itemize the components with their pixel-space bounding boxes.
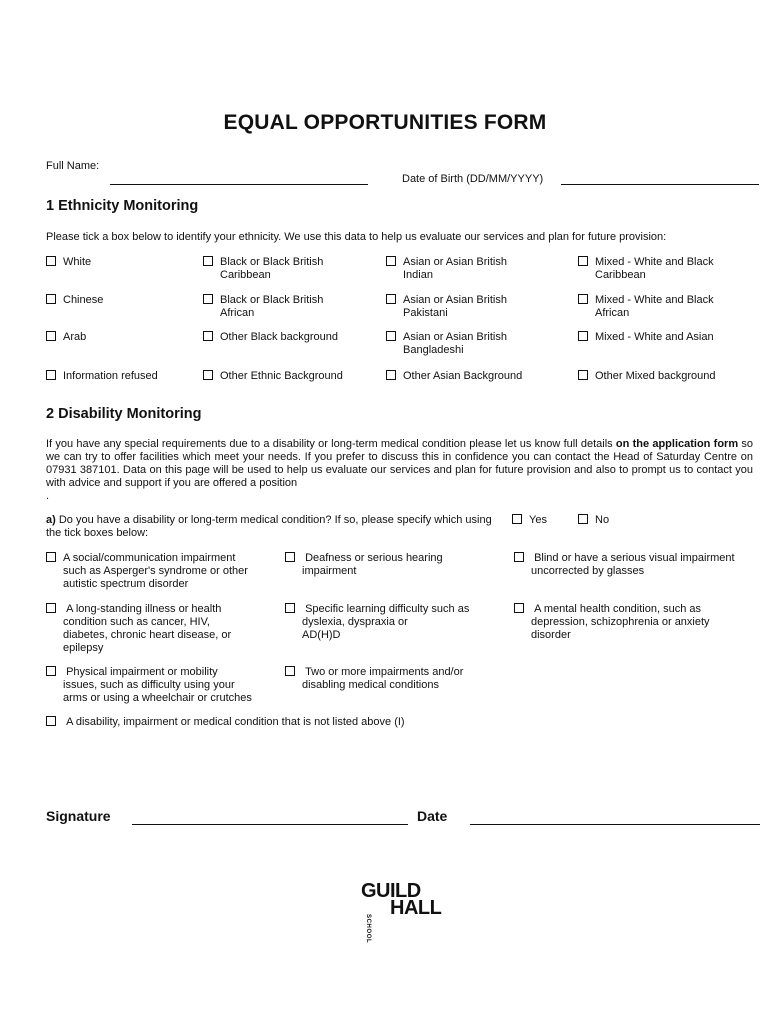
ethnicity-option[interactable]	[203, 256, 323, 282]
checkbox[interactable]	[578, 256, 588, 266]
disability-option[interactable]	[285, 603, 469, 642]
ethnicity-option[interactable]	[386, 294, 507, 320]
disability-option[interactable]	[514, 603, 710, 642]
disability-option-label: A long-standing illness or health condition such as cancer, HIV, diabetes, chronic heart disease, or epilepsy	[63, 603, 232, 654]
dob-label: Date of Birth (DD/MM/YYYY)	[402, 173, 544, 185]
checkbox[interactable]	[514, 603, 524, 613]
ethnicity-option-label: Mixed - White and Asian	[595, 331, 714, 343]
checkbox[interactable]	[285, 552, 295, 562]
disability-heading: 2 Disability Monitoring	[46, 406, 202, 422]
guildhall-school-logo	[361, 880, 461, 950]
no-option[interactable]	[578, 514, 609, 527]
yes-option[interactable]	[512, 514, 547, 527]
disability-option-label: Specific learning difficulty such as dyslexia, dyspraxia or AD(H)D	[302, 603, 470, 641]
disability-option[interactable]	[285, 552, 443, 578]
full-name-label: Full Name:	[46, 160, 100, 172]
ethnicity-option-label: Mixed - White and Black African	[595, 294, 714, 319]
checkbox[interactable]	[578, 331, 588, 341]
ethnicity-option[interactable]	[578, 370, 715, 383]
checkbox[interactable]	[46, 552, 56, 562]
checkbox[interactable]	[578, 514, 588, 524]
full-name-field[interactable]	[110, 184, 368, 185]
checkbox[interactable]	[386, 331, 396, 341]
disability-option[interactable]	[46, 666, 252, 705]
checkbox[interactable]	[386, 256, 396, 266]
checkbox[interactable]	[46, 716, 56, 726]
disability-option-label: Two or more impairments and/or disabling medical conditions	[302, 666, 464, 691]
ethnicity-option[interactable]	[46, 370, 158, 383]
disability-question	[46, 514, 506, 540]
disability-option-label: Physical impairment or mobility issues, such as difficulty using your arms or using a wheelchair or crutches	[63, 666, 252, 704]
checkbox[interactable]	[386, 294, 396, 304]
ethnicity-option[interactable]	[203, 294, 323, 320]
intro-bold-1: on the application	[615, 438, 711, 450]
checkbox[interactable]	[285, 603, 295, 613]
ethnicity-option[interactable]	[578, 331, 714, 344]
signature-field[interactable]	[132, 824, 408, 825]
disability-option-label: A disability, impairment or medical condition that is not listed above (I)	[63, 716, 405, 728]
date-label: Date	[417, 808, 448, 824]
checkbox[interactable]	[46, 603, 56, 613]
checkbox[interactable]	[578, 370, 588, 380]
ethnicity-heading: 1 Ethnicity Monitoring	[46, 198, 199, 214]
dob-field[interactable]	[561, 184, 759, 185]
disability-option[interactable]	[46, 716, 405, 729]
question-prefix: a)	[46, 514, 56, 526]
ethnicity-option-label: Mixed - White and Black Caribbean	[595, 256, 714, 281]
ethnicity-option[interactable]	[386, 370, 522, 383]
ethnicity-option[interactable]	[386, 331, 507, 357]
intro-text-c: .	[46, 490, 50, 502]
page-title: EQUAL OPPORTUNITIES FORM	[223, 111, 547, 134]
question-text: Do you have a disability or long-term medical condition? If so, please specify which using the tick boxes below:	[46, 514, 492, 539]
ethnicity-option[interactable]	[46, 331, 86, 344]
ethnicity-option-label: White	[63, 256, 92, 268]
ethnicity-option-label: Other Mixed background	[595, 370, 716, 382]
ethnicity-option[interactable]	[578, 256, 714, 282]
ethnicity-option-label: Information refused	[63, 370, 158, 382]
checkbox[interactable]	[46, 294, 56, 304]
disability-option[interactable]	[285, 666, 463, 692]
ethnicity-option[interactable]	[578, 294, 714, 320]
signature-label: Signature	[46, 808, 111, 824]
disability-option-label: Blind or have a serious visual impairment uncorrected by glasses	[531, 552, 735, 577]
disability-option-label: A mental health condition, such as depression, schizophrenia or anxiety disorder	[531, 603, 710, 641]
ethnicity-option-label: Asian or Asian British Indian	[403, 256, 507, 281]
ethnicity-option-label: Other Ethnic Background	[220, 370, 343, 382]
checkbox[interactable]	[203, 331, 213, 341]
checkbox[interactable]	[203, 256, 213, 266]
ethnicity-option-label: Arab	[63, 331, 87, 343]
ethnicity-option-label: Black or Black British Caribbean	[220, 256, 324, 281]
ethnicity-option[interactable]	[46, 294, 103, 307]
ethnicity-option-label: Other Asian Background	[403, 370, 523, 382]
logo-line1: GUILD	[361, 880, 421, 902]
checkbox[interactable]	[46, 666, 56, 676]
intro-text-a: If you have any special requirements due to a disability or long-term medical condition please let us know full details	[46, 438, 616, 450]
disability-option[interactable]	[46, 552, 248, 591]
disability-intro	[46, 438, 753, 503]
ethnicity-option[interactable]	[386, 256, 507, 282]
disability-option-label: A social/communication impairment such as Asperger's syndrome or other autistic spectrum disorder	[63, 552, 248, 590]
ethnicity-intro: Please tick a box below to identify your ethnicity. We use this data to help us evaluate our services and plan for future provision:	[46, 231, 667, 243]
checkbox[interactable]	[512, 514, 522, 524]
ethnicity-option[interactable]	[46, 256, 91, 269]
disability-option[interactable]	[514, 552, 735, 578]
checkbox[interactable]	[203, 370, 213, 380]
ethnicity-option-label: Asian or Asian British Pakistani	[403, 294, 507, 319]
checkbox[interactable]	[46, 370, 56, 380]
logo-vertical: SCHOOL	[365, 914, 371, 944]
yes-label: Yes	[529, 514, 547, 526]
intro-text-b: so we can try to offer facilities which meet your needs. If you prefer to discuss this in confidence you can contact the Head of Saturday Centre on 07931 387101. Data on this page will be used to help us evaluate our services and plan for future provision and also to prompt us to contact you with advice and support if you are offered a position	[46, 438, 753, 489]
checkbox[interactable]	[514, 552, 524, 562]
no-label: No	[595, 514, 610, 526]
date-field[interactable]	[470, 824, 760, 825]
checkbox[interactable]	[285, 666, 295, 676]
checkbox[interactable]	[203, 294, 213, 304]
logo-line2: HALL	[390, 897, 442, 919]
ethnicity-option-label: Other Black background	[220, 331, 339, 343]
ethnicity-option-label: Chinese	[63, 294, 104, 306]
checkbox[interactable]	[46, 256, 56, 266]
ethnicity-option[interactable]	[203, 370, 343, 383]
checkbox[interactable]	[46, 331, 56, 341]
ethnicity-option-label: Asian or Asian British Bangladeshi	[403, 331, 507, 356]
disability-option[interactable]	[46, 603, 231, 655]
ethnicity-option[interactable]	[203, 331, 338, 344]
checkbox[interactable]	[386, 370, 396, 380]
ethnicity-option-label: Black or Black British African	[220, 294, 324, 319]
checkbox[interactable]	[578, 294, 588, 304]
disability-option-label: Deafness or serious hearing impairment	[302, 552, 443, 577]
intro-bold-2: form	[713, 438, 739, 450]
